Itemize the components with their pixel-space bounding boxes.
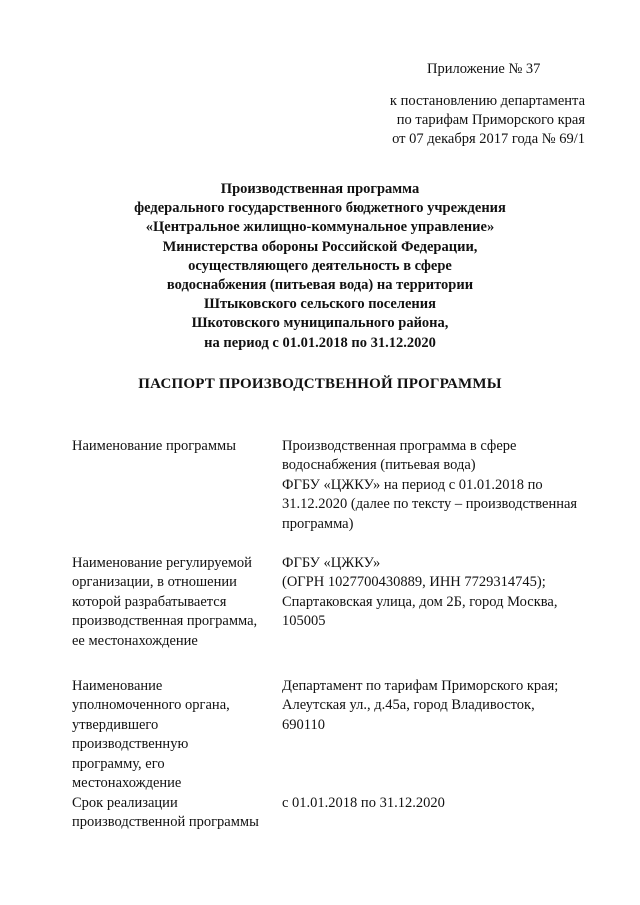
title-line: на период с 01.01.2018 по 31.12.2020 xyxy=(204,334,436,351)
value-line: ФГБУ «ЦЖКУ» на период с 01.01.2018 по xyxy=(282,476,543,493)
label-line: которой разрабатывается xyxy=(72,593,227,610)
value-line: 105005 xyxy=(282,613,326,630)
row-value xyxy=(282,677,612,735)
title-line: Министерства обороны Российской Федерации, xyxy=(162,238,478,255)
title-line: водоснабжения (питьевая вода) на территории xyxy=(166,277,474,294)
value-line: Производственная программа в сфере xyxy=(282,438,517,454)
title-line: Шкотовского муниципального района, xyxy=(191,315,449,332)
label-line: производственную xyxy=(72,736,189,753)
passport-heading: ПАСПОРТ ПРОИЗВОДСТВЕННОЙ ПРОГРАММЫ xyxy=(138,376,502,392)
label-line: производственная программа, xyxy=(72,613,258,630)
title-line: Производственная программа xyxy=(220,181,420,197)
value-line: программа) xyxy=(282,515,354,532)
label-line: Наименование программы xyxy=(72,438,236,454)
resolution-reference xyxy=(390,92,585,149)
label-line: утвердившего xyxy=(72,716,159,733)
value-line: ФГБУ «ЦЖКУ» xyxy=(282,555,381,571)
title-line: осуществляющего деятельность в сфере xyxy=(188,257,452,274)
label-line: местонахождение xyxy=(72,775,182,792)
value-line: 690110 xyxy=(282,716,325,733)
value-line: водоснабжения (питьевая вода) xyxy=(282,457,476,474)
row-label xyxy=(72,437,272,456)
title-line: «Центральное жилищно-коммунальное управление» xyxy=(145,219,495,236)
row-value xyxy=(282,794,612,813)
label-line: организации, в отношении xyxy=(72,574,237,591)
resolution-line: по тарифам Приморского края xyxy=(396,112,585,128)
row-value xyxy=(282,554,612,632)
label-line: уполномоченного органа, xyxy=(72,697,230,714)
value-line: с 01.01.2018 по 31.12.2020 xyxy=(282,795,445,811)
value-line: 31.12.2020 (далее по тексту – производственная xyxy=(282,496,578,513)
label-line: Наименование регулируемой xyxy=(72,555,252,571)
title-line: федерального государственного бюджетного учреждения xyxy=(134,200,506,217)
row-label xyxy=(72,794,272,833)
title-line: Штыковского сельского поселения xyxy=(204,296,436,313)
appendix-number: Приложение № 37 xyxy=(427,61,541,77)
resolution-line: к постановлению департамента xyxy=(389,93,585,109)
value-line: (ОГРН 1027700430889, ИНН 7729314745); xyxy=(282,574,546,591)
label-line: программу, его xyxy=(72,755,165,772)
label-line: Срок реализации xyxy=(72,795,178,811)
value-line: Алеутская ул., д.45а, город Владивосток, xyxy=(282,697,535,714)
row-label xyxy=(72,554,272,651)
value-line: Спартаковская улица, дом 2Б, город Москва, xyxy=(282,593,558,610)
row-label xyxy=(72,677,272,793)
label-line: ее местонахождение xyxy=(72,632,198,649)
resolution-line: от 07 декабря 2017 года № 69/1 xyxy=(392,131,585,147)
label-line: Наименование xyxy=(72,678,163,694)
label-line: производственной программы xyxy=(72,814,259,831)
document-title xyxy=(0,180,640,353)
row-value xyxy=(282,437,612,534)
value-line: Департамент по тарифам Приморского края; xyxy=(282,678,559,694)
